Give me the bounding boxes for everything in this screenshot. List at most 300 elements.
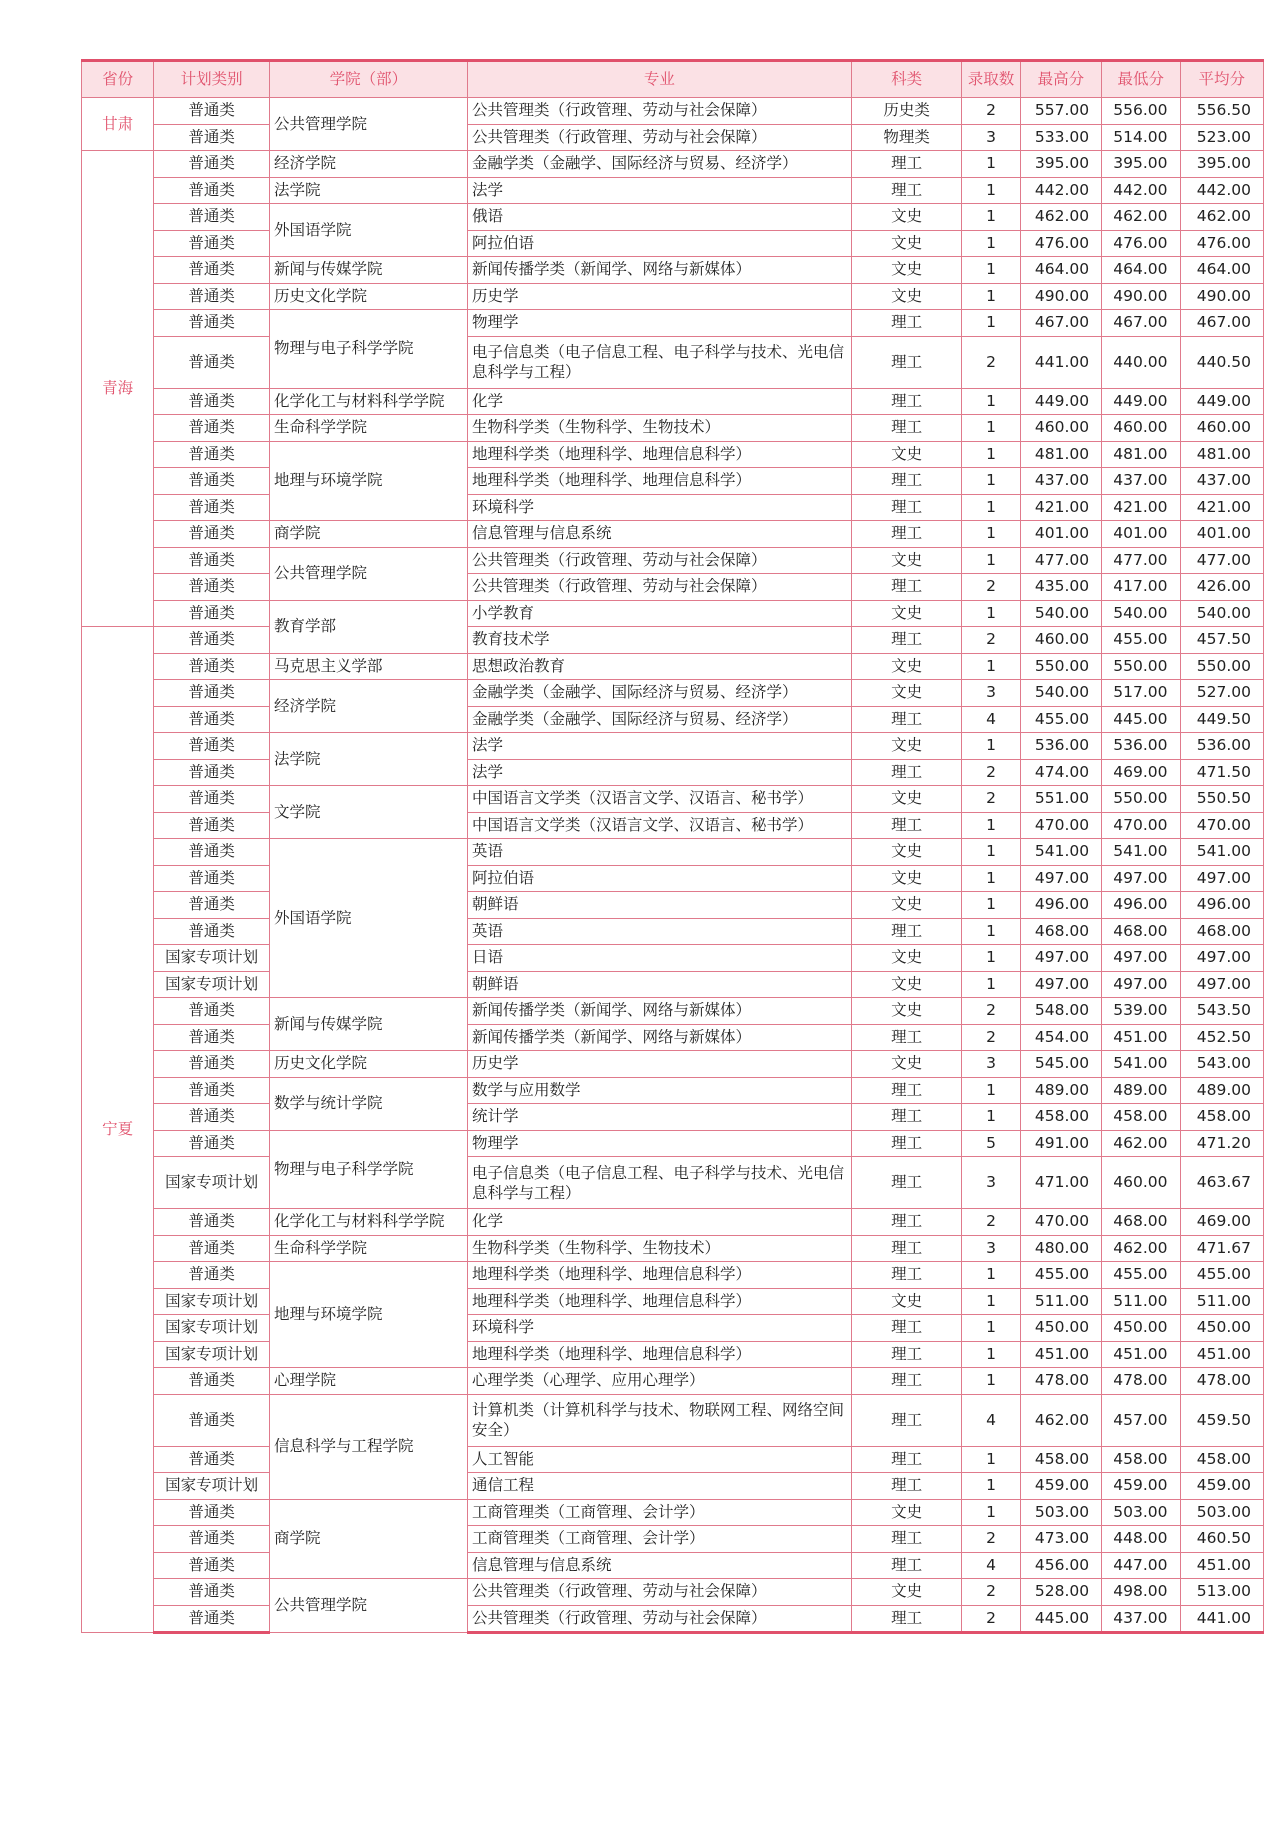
- max-score-cell: 480.00: [1020, 1235, 1101, 1262]
- plan-cell: 普通类: [154, 415, 270, 442]
- max-score-cell: 476.00: [1020, 230, 1101, 257]
- min-score-cell: 442.00: [1102, 177, 1180, 204]
- plan-cell: 普通类: [154, 283, 270, 310]
- count-cell: 1: [962, 918, 1020, 945]
- count-cell: 1: [962, 415, 1020, 442]
- count-cell: 2: [962, 1024, 1020, 1051]
- plan-cell: 普通类: [154, 547, 270, 574]
- major-cell: 通信工程: [467, 1473, 851, 1500]
- count-cell: 1: [962, 600, 1020, 627]
- min-score-cell: 517.00: [1102, 680, 1180, 707]
- subject-cell: 文史: [851, 1499, 962, 1526]
- max-score-cell: 437.00: [1020, 468, 1101, 495]
- plan-cell: 普通类: [154, 1130, 270, 1157]
- college-cell: 新闻与传媒学院: [269, 998, 467, 1051]
- max-score-cell: 481.00: [1020, 441, 1101, 468]
- min-score-cell: 458.00: [1102, 1446, 1180, 1473]
- min-score-cell: 497.00: [1102, 945, 1180, 972]
- subject-cell: 文史: [851, 892, 962, 919]
- plan-cell: 国家专项计划: [154, 1315, 270, 1342]
- subject-cell: 文史: [851, 865, 962, 892]
- major-cell: 信息管理与信息系统: [467, 521, 851, 548]
- province-cell: 甘肃: [82, 98, 154, 151]
- table-row: [82, 257, 1264, 284]
- max-score-cell: 470.00: [1020, 812, 1101, 839]
- count-cell: 1: [962, 310, 1020, 337]
- major-cell: 朝鲜语: [467, 971, 851, 998]
- table-row: [82, 1552, 1264, 1579]
- subject-cell: 理工: [851, 759, 962, 786]
- count-cell: 2: [962, 786, 1020, 813]
- college-cell: 历史文化学院: [269, 283, 467, 310]
- max-score-cell: 458.00: [1020, 1104, 1101, 1131]
- plan-cell: 普通类: [154, 441, 270, 468]
- table-row: [82, 1262, 1264, 1289]
- table-row: [82, 918, 1264, 945]
- major-cell: 金融学类（金融学、国际经济与贸易、经济学）: [467, 706, 851, 733]
- count-cell: 2: [962, 759, 1020, 786]
- count-cell: 1: [962, 230, 1020, 257]
- count-cell: 1: [962, 204, 1020, 231]
- max-score-cell: 464.00: [1020, 257, 1101, 284]
- subject-cell: 文史: [851, 600, 962, 627]
- max-score-cell: 550.00: [1020, 653, 1101, 680]
- count-cell: 1: [962, 1315, 1020, 1342]
- major-cell: 计算机类（计算机科学与技术、物联网工程、网络空间安全）: [467, 1394, 851, 1446]
- major-cell: 新闻传播学类（新闻学、网络与新媒体）: [467, 257, 851, 284]
- count-cell: 1: [962, 151, 1020, 178]
- plan-cell: 普通类: [154, 1499, 270, 1526]
- subject-cell: 理工: [851, 1104, 962, 1131]
- subject-cell: 理工: [851, 1024, 962, 1051]
- subject-cell: 文史: [851, 1051, 962, 1078]
- plan-cell: 普通类: [154, 1235, 270, 1262]
- subject-cell: 文史: [851, 786, 962, 813]
- college-cell: 教育学部: [269, 600, 467, 653]
- plan-cell: 普通类: [154, 812, 270, 839]
- max-score-cell: 458.00: [1020, 1446, 1101, 1473]
- count-cell: 1: [962, 865, 1020, 892]
- table-row: [82, 1157, 1264, 1209]
- min-score-cell: 421.00: [1102, 494, 1180, 521]
- table-row: [82, 1024, 1264, 1051]
- max-score-cell: 497.00: [1020, 945, 1101, 972]
- plan-cell: 国家专项计划: [154, 1288, 270, 1315]
- plan-cell: 普通类: [154, 680, 270, 707]
- major-cell: 物理学: [467, 310, 851, 337]
- major-cell: 公共管理类（行政管理、劳动与社会保障）: [467, 574, 851, 601]
- min-score-cell: 450.00: [1102, 1315, 1180, 1342]
- plan-cell: 普通类: [154, 1552, 270, 1579]
- major-cell: 英语: [467, 839, 851, 866]
- plan-cell: 普通类: [154, 998, 270, 1025]
- major-cell: 电子信息类（电子信息工程、电子科学与技术、光电信息科学与工程）: [467, 336, 851, 388]
- min-score-cell: 541.00: [1102, 839, 1180, 866]
- count-cell: 2: [962, 998, 1020, 1025]
- max-score-cell: 470.00: [1020, 1209, 1101, 1236]
- plan-cell: 普通类: [154, 892, 270, 919]
- count-cell: 1: [962, 257, 1020, 284]
- table-row: [82, 865, 1264, 892]
- avg-score-cell: 513.00: [1180, 1579, 1264, 1606]
- table-row: [82, 706, 1264, 733]
- college-cell: 生命科学学院: [269, 415, 467, 442]
- max-score-cell: 533.00: [1020, 124, 1101, 151]
- min-score-cell: 458.00: [1102, 1104, 1180, 1131]
- avg-score-cell: 426.00: [1180, 574, 1264, 601]
- subject-cell: 理工: [851, 1262, 962, 1289]
- plan-cell: 普通类: [154, 839, 270, 866]
- major-cell: 化学: [467, 388, 851, 415]
- header-count: 录取数: [962, 61, 1020, 98]
- subject-cell: 理工: [851, 1235, 962, 1262]
- avg-score-cell: 459.00: [1180, 1473, 1264, 1500]
- subject-cell: 理工: [851, 388, 962, 415]
- count-cell: 3: [962, 680, 1020, 707]
- count-cell: 1: [962, 177, 1020, 204]
- header-subject: 科类: [851, 61, 962, 98]
- plan-cell: 普通类: [154, 1579, 270, 1606]
- min-score-cell: 490.00: [1102, 283, 1180, 310]
- min-score-cell: 477.00: [1102, 547, 1180, 574]
- major-cell: 地理科学类（地理科学、地理信息科学）: [467, 1262, 851, 1289]
- table-row: [82, 759, 1264, 786]
- min-score-cell: 455.00: [1102, 1262, 1180, 1289]
- subject-cell: 理工: [851, 336, 962, 388]
- plan-cell: 普通类: [154, 1024, 270, 1051]
- avg-score-cell: 536.00: [1180, 733, 1264, 760]
- table-row: [82, 812, 1264, 839]
- college-cell: 公共管理学院: [269, 1579, 467, 1633]
- major-cell: 心理学类（心理学、应用心理学）: [467, 1368, 851, 1395]
- avg-score-cell: 478.00: [1180, 1368, 1264, 1395]
- table-row: [82, 627, 1264, 654]
- major-cell: 化学: [467, 1209, 851, 1236]
- plan-cell: 普通类: [154, 388, 270, 415]
- min-score-cell: 511.00: [1102, 1288, 1180, 1315]
- major-cell: 新闻传播学类（新闻学、网络与新媒体）: [467, 1024, 851, 1051]
- major-cell: 金融学类（金融学、国际经济与贸易、经济学）: [467, 680, 851, 707]
- major-cell: 日语: [467, 945, 851, 972]
- subject-cell: 理工: [851, 1157, 962, 1209]
- avg-score-cell: 503.00: [1180, 1499, 1264, 1526]
- table-row: [82, 415, 1264, 442]
- header-max: 最高分: [1020, 61, 1101, 98]
- major-cell: 历史学: [467, 1051, 851, 1078]
- major-cell: 阿拉伯语: [467, 865, 851, 892]
- min-score-cell: 460.00: [1102, 415, 1180, 442]
- count-cell: 2: [962, 1209, 1020, 1236]
- avg-score-cell: 459.50: [1180, 1394, 1264, 1446]
- count-cell: 1: [962, 1499, 1020, 1526]
- major-cell: 地理科学类（地理科学、地理信息科学）: [467, 1341, 851, 1368]
- table-row: [82, 971, 1264, 998]
- count-cell: 1: [962, 733, 1020, 760]
- max-score-cell: 462.00: [1020, 1394, 1101, 1446]
- count-cell: 3: [962, 1235, 1020, 1262]
- count-cell: 1: [962, 945, 1020, 972]
- subject-cell: 理工: [851, 494, 962, 521]
- avg-score-cell: 460.50: [1180, 1526, 1264, 1553]
- subject-cell: 理工: [851, 1446, 962, 1473]
- avg-score-cell: 489.00: [1180, 1077, 1264, 1104]
- min-score-cell: 459.00: [1102, 1473, 1180, 1500]
- min-score-cell: 470.00: [1102, 812, 1180, 839]
- max-score-cell: 551.00: [1020, 786, 1101, 813]
- plan-cell: 国家专项计划: [154, 1157, 270, 1209]
- subject-cell: 理工: [851, 1315, 962, 1342]
- min-score-cell: 437.00: [1102, 468, 1180, 495]
- avg-score-cell: 477.00: [1180, 547, 1264, 574]
- plan-cell: 普通类: [154, 1526, 270, 1553]
- count-cell: 2: [962, 1605, 1020, 1633]
- table-row: [82, 1446, 1264, 1473]
- max-score-cell: 449.00: [1020, 388, 1101, 415]
- avg-score-cell: 550.50: [1180, 786, 1264, 813]
- max-score-cell: 454.00: [1020, 1024, 1101, 1051]
- avg-score-cell: 540.00: [1180, 600, 1264, 627]
- avg-score-cell: 441.00: [1180, 1605, 1264, 1633]
- college-cell: 新闻与传媒学院: [269, 257, 467, 284]
- subject-cell: 理工: [851, 415, 962, 442]
- plan-cell: 普通类: [154, 653, 270, 680]
- avg-score-cell: 527.00: [1180, 680, 1264, 707]
- plan-cell: 普通类: [154, 151, 270, 178]
- plan-cell: 普通类: [154, 310, 270, 337]
- table-row: [82, 1130, 1264, 1157]
- subject-cell: 理工: [851, 468, 962, 495]
- min-score-cell: 540.00: [1102, 600, 1180, 627]
- table-row: [82, 680, 1264, 707]
- max-score-cell: 471.00: [1020, 1157, 1101, 1209]
- subject-cell: 文史: [851, 230, 962, 257]
- subject-cell: 文史: [851, 998, 962, 1025]
- min-score-cell: 437.00: [1102, 1605, 1180, 1633]
- subject-cell: 理工: [851, 310, 962, 337]
- header-plan: 计划类别: [154, 61, 270, 98]
- count-cell: 5: [962, 1130, 1020, 1157]
- count-cell: 3: [962, 124, 1020, 151]
- major-cell: 小学教育: [467, 600, 851, 627]
- avg-score-cell: 440.50: [1180, 336, 1264, 388]
- max-score-cell: 451.00: [1020, 1341, 1101, 1368]
- table-row: [82, 1315, 1264, 1342]
- plan-cell: 普通类: [154, 521, 270, 548]
- plan-cell: 普通类: [154, 918, 270, 945]
- count-cell: 1: [962, 1077, 1020, 1104]
- max-score-cell: 477.00: [1020, 547, 1101, 574]
- major-cell: 地理科学类（地理科学、地理信息科学）: [467, 1288, 851, 1315]
- plan-cell: 普通类: [154, 257, 270, 284]
- count-cell: 1: [962, 1288, 1020, 1315]
- min-score-cell: 457.00: [1102, 1394, 1180, 1446]
- major-cell: 公共管理类（行政管理、劳动与社会保障）: [467, 1605, 851, 1633]
- table-row: [82, 336, 1264, 388]
- min-score-cell: 445.00: [1102, 706, 1180, 733]
- plan-cell: 普通类: [154, 865, 270, 892]
- max-score-cell: 497.00: [1020, 971, 1101, 998]
- major-cell: 公共管理类（行政管理、劳动与社会保障）: [467, 98, 851, 125]
- table-row: [82, 1077, 1264, 1104]
- max-score-cell: 503.00: [1020, 1499, 1101, 1526]
- plan-cell: 国家专项计划: [154, 1473, 270, 1500]
- table-row: [82, 1368, 1264, 1395]
- table-row: [82, 547, 1264, 574]
- max-score-cell: 540.00: [1020, 600, 1101, 627]
- min-score-cell: 460.00: [1102, 1157, 1180, 1209]
- avg-score-cell: 455.00: [1180, 1262, 1264, 1289]
- min-score-cell: 395.00: [1102, 151, 1180, 178]
- avg-score-cell: 450.00: [1180, 1315, 1264, 1342]
- plan-cell: 普通类: [154, 1104, 270, 1131]
- max-score-cell: 473.00: [1020, 1526, 1101, 1553]
- count-cell: 1: [962, 892, 1020, 919]
- table-row: [82, 1605, 1264, 1633]
- major-cell: 物理学: [467, 1130, 851, 1157]
- plan-cell: 普通类: [154, 98, 270, 125]
- min-score-cell: 550.00: [1102, 653, 1180, 680]
- table-row: [82, 204, 1264, 231]
- min-score-cell: 468.00: [1102, 918, 1180, 945]
- count-cell: 1: [962, 653, 1020, 680]
- count-cell: 3: [962, 1051, 1020, 1078]
- subject-cell: 文史: [851, 733, 962, 760]
- college-cell: 地理与环境学院: [269, 1262, 467, 1368]
- subject-cell: 理工: [851, 177, 962, 204]
- count-cell: 2: [962, 1579, 1020, 1606]
- table-row: [82, 998, 1264, 1025]
- subject-cell: 理工: [851, 627, 962, 654]
- avg-score-cell: 451.00: [1180, 1341, 1264, 1368]
- major-cell: 生物科学类（生物科学、生物技术）: [467, 415, 851, 442]
- min-score-cell: 455.00: [1102, 627, 1180, 654]
- table-row: [82, 1394, 1264, 1446]
- avg-score-cell: 467.00: [1180, 310, 1264, 337]
- header-college: 学院（部）: [269, 61, 467, 98]
- subject-cell: 文史: [851, 680, 962, 707]
- table-row: [82, 1579, 1264, 1606]
- table-body: [82, 98, 1264, 1633]
- max-score-cell: 442.00: [1020, 177, 1101, 204]
- max-score-cell: 545.00: [1020, 1051, 1101, 1078]
- max-score-cell: 450.00: [1020, 1315, 1101, 1342]
- min-score-cell: 462.00: [1102, 1130, 1180, 1157]
- subject-cell: 理工: [851, 1526, 962, 1553]
- header-province: 省份: [82, 61, 154, 98]
- min-score-cell: 462.00: [1102, 204, 1180, 231]
- college-cell: 外国语学院: [269, 204, 467, 257]
- major-cell: 信息管理与信息系统: [467, 1552, 851, 1579]
- avg-score-cell: 523.00: [1180, 124, 1264, 151]
- max-score-cell: 395.00: [1020, 151, 1101, 178]
- college-cell: 心理学院: [269, 1368, 467, 1395]
- table-row: [82, 786, 1264, 813]
- avg-score-cell: 458.00: [1180, 1104, 1264, 1131]
- major-cell: 工商管理类（工商管理、会计学）: [467, 1526, 851, 1553]
- count-cell: 2: [962, 1526, 1020, 1553]
- avg-score-cell: 442.00: [1180, 177, 1264, 204]
- avg-score-cell: 401.00: [1180, 521, 1264, 548]
- avg-score-cell: 497.00: [1180, 971, 1264, 998]
- table-row: [82, 1341, 1264, 1368]
- subject-cell: 理工: [851, 918, 962, 945]
- min-score-cell: 462.00: [1102, 1235, 1180, 1262]
- table-row: [82, 177, 1264, 204]
- count-cell: 1: [962, 494, 1020, 521]
- major-cell: 法学: [467, 733, 851, 760]
- plan-cell: 普通类: [154, 124, 270, 151]
- min-score-cell: 468.00: [1102, 1209, 1180, 1236]
- avg-score-cell: 457.50: [1180, 627, 1264, 654]
- count-cell: 1: [962, 1104, 1020, 1131]
- subject-cell: 理工: [851, 151, 962, 178]
- plan-cell: 普通类: [154, 759, 270, 786]
- count-cell: 1: [962, 521, 1020, 548]
- avg-score-cell: 496.00: [1180, 892, 1264, 919]
- avg-score-cell: 449.50: [1180, 706, 1264, 733]
- table-row: [82, 230, 1264, 257]
- min-score-cell: 451.00: [1102, 1024, 1180, 1051]
- subject-cell: 理工: [851, 1368, 962, 1395]
- avg-score-cell: 449.00: [1180, 388, 1264, 415]
- avg-score-cell: 458.00: [1180, 1446, 1264, 1473]
- plan-cell: 普通类: [154, 1077, 270, 1104]
- subject-cell: 理工: [851, 706, 962, 733]
- table-row: [82, 892, 1264, 919]
- count-cell: 2: [962, 98, 1020, 125]
- college-cell: 商学院: [269, 521, 467, 548]
- major-cell: 工商管理类（工商管理、会计学）: [467, 1499, 851, 1526]
- min-score-cell: 541.00: [1102, 1051, 1180, 1078]
- subject-cell: 文史: [851, 1288, 962, 1315]
- table-row: [82, 1104, 1264, 1131]
- plan-cell: 普通类: [154, 230, 270, 257]
- table-row: [82, 1235, 1264, 1262]
- plan-cell: 普通类: [154, 1394, 270, 1446]
- subject-cell: 理工: [851, 1209, 962, 1236]
- table-row: [82, 733, 1264, 760]
- table-row: [82, 1051, 1264, 1078]
- table-row: [82, 388, 1264, 415]
- plan-cell: 普通类: [154, 574, 270, 601]
- avg-score-cell: 511.00: [1180, 1288, 1264, 1315]
- table-row: [82, 839, 1264, 866]
- subject-cell: 理工: [851, 1130, 962, 1157]
- count-cell: 1: [962, 971, 1020, 998]
- avg-score-cell: 471.50: [1180, 759, 1264, 786]
- subject-cell: 文史: [851, 839, 962, 866]
- college-cell: 公共管理学院: [269, 98, 467, 151]
- min-score-cell: 550.00: [1102, 786, 1180, 813]
- major-cell: 教育技术学: [467, 627, 851, 654]
- max-score-cell: 459.00: [1020, 1473, 1101, 1500]
- plan-cell: 国家专项计划: [154, 1341, 270, 1368]
- college-cell: 文学院: [269, 786, 467, 839]
- major-cell: 公共管理类（行政管理、劳动与社会保障）: [467, 1579, 851, 1606]
- max-score-cell: 496.00: [1020, 892, 1101, 919]
- count-cell: 1: [962, 468, 1020, 495]
- plan-cell: 普通类: [154, 627, 270, 654]
- subject-cell: 文史: [851, 441, 962, 468]
- table-row: [82, 283, 1264, 310]
- max-score-cell: 462.00: [1020, 204, 1101, 231]
- table-row: [82, 521, 1264, 548]
- max-score-cell: 456.00: [1020, 1552, 1101, 1579]
- major-cell: 思想政治教育: [467, 653, 851, 680]
- province-cell: 青海: [82, 151, 154, 627]
- subject-cell: 文史: [851, 547, 962, 574]
- major-cell: 法学: [467, 177, 851, 204]
